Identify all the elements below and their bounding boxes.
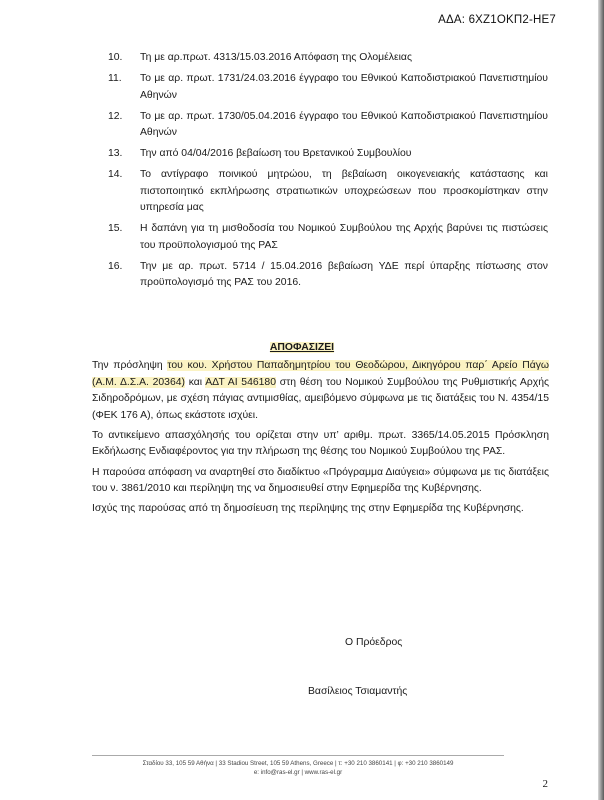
list-item-number: 15. — [108, 223, 123, 234]
list-item-number: 12. — [108, 110, 123, 122]
list-item-text: Τη με αρ.πρωτ. 4313/15.03.2016 Απόφαση της Ολομέλειας — [140, 52, 412, 63]
list-item-number: 10. — [108, 52, 123, 63]
decision-heading-text: ΑΠΟΦΑΣΙΖΕΙ — [269, 342, 335, 353]
list-item-text: Η δαπάνη για τη μισθοδοσία του Νομικού Συμβούλου της Αρχής βαρύνει τις πιστώσεις του προϋπολογισμού της ΡΑΣ — [140, 223, 548, 251]
signature-name: Βασίλειος Τσιαμαντής — [308, 686, 408, 697]
footer-contact: e: info@ras-el.gr | www.ras-el.gr — [253, 769, 343, 776]
highlighted-person: του κου. Χρήστου Παπαδημητρίου του Θεοδώρου, Δικηγόρου παρ΄ Αρείο Πάγω (Α.Μ. Δ.Σ.Α. 20364) — [92, 360, 550, 388]
hiring-text-b: και — [184, 376, 206, 388]
footer-address: Σταδίου 33, 105 59 Αθήνα | 33 Stadiou Street, 105 59 Athens, Greece | τ: +30 210 3860141 | φ: +30 210 3860149 — [142, 760, 454, 767]
footer-divider — [92, 755, 504, 756]
list-item-text: Το με αρ. πρωτ. 1730/05.04.2016 έγγραφο του Εθνικού Καποδιστριακού Πανεπιστημίου Αθηνών — [140, 110, 548, 138]
decision-heading — [0, 342, 604, 353]
list-item — [108, 221, 548, 254]
decision-paragraph-publication: Η παρούσα απόφαση να αναρτηθεί στο διαδίκτυο «Πρόγραμμα Διαύγεια» σύμφωνα με τις διατάξεις του ν. 3861/2010 και περίληψη της να δημοσιευθεί στην Εφημερίδα της Κυβέρνησης. — [92, 466, 549, 495]
list-item-text: Το με αρ. πρωτ. 1731/24.03.2016 έγγραφο του Εθνικού Καποδιστριακού Πανεπιστημίου Αθηνών — [140, 73, 548, 101]
highlighted-id: ΑΔΤ ΑΙ 546180 — [205, 376, 276, 388]
hiring-text-c: στη θέση του Νομικού Συμβούλου της Ρυθμιστικής Αρχής Σιδηροδρόμων, με σχέση πάγιας αντιμισθίας, αμειβόμενο σύμφωνα με τις διατάξεις του Ν. 4354/15 (ΦΕΚ 176 Α), όπως εκάστοτε ισχύει. — [92, 376, 549, 421]
list-item — [108, 259, 548, 292]
decision-body — [92, 358, 549, 521]
list-item-text: Την με αρ. πρωτ. 5714 / 15.04.2016 βεβαίωση ΥΔΕ περί ύπαρξης πίστωσης στον προϋπολογισμό της ΡΑΣ του 2016. — [140, 260, 548, 288]
decision-paragraph-validity: Ισχύς της παρούσας από τη δημοσίευση της περίληψης της στην Εφημερίδα της Κυβέρνησης. — [92, 503, 524, 515]
considerations-list — [108, 50, 548, 296]
hiring-text-a: Την πρόσληψη — [92, 360, 168, 371]
page-number: 2 — [542, 778, 548, 790]
list-item-number: 11. — [108, 73, 122, 84]
ada-code: ΑΔΑ: 6ΧΖ1ΟΚΠ2-ΗΕ7 — [438, 14, 556, 26]
list-item — [108, 146, 548, 163]
list-item — [108, 50, 548, 67]
signature-title: Ο Πρόεδρος — [345, 637, 403, 648]
decision-paragraph-hiring — [92, 358, 549, 424]
list-item — [108, 71, 548, 104]
decision-paragraph-scope: Το αντικείμενο απασχόλησής του ορίζεται στην υπ’ αριθμ. πρωτ. 3365/14.05.2015 Πρόσκληση Εκδήλωσης Ενδιαφέροντος για την πλήρωση της θέσης του Νομικού Συμβούλου της ΡΑΣ. — [92, 429, 549, 458]
list-item-number: 14. — [108, 169, 123, 180]
list-item-number: 13. — [108, 148, 123, 159]
list-item-text: Την από 04/04/2016 βεβαίωση του Βρετανικού Συμβουλίου — [140, 148, 412, 159]
list-item-number: 16. — [108, 260, 123, 272]
list-item — [108, 109, 548, 142]
list-item — [108, 167, 548, 217]
scan-edge-shadow — [598, 0, 604, 800]
list-item-text: Το αντίγραφο ποινικού μητρώου, τη βεβαίωση οικογενειακής κατάστασης και πιστοποιητικό εκπλήρωσης στρατιωτικών υποχρεώσεων που προσκομίστηκαν στην υπηρεσία μας — [140, 169, 548, 213]
